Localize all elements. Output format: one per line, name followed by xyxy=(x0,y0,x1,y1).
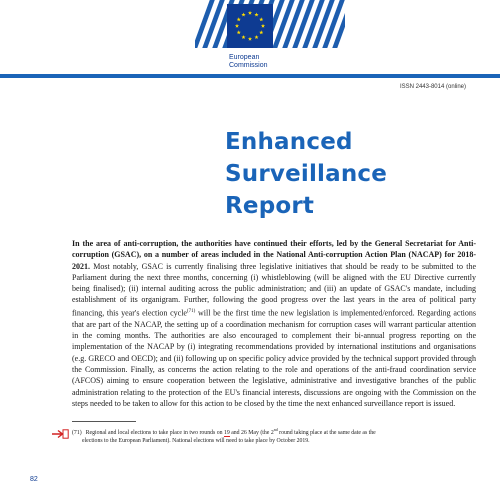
flag-star-icon xyxy=(241,13,245,17)
page-number: 82 xyxy=(30,476,38,483)
footnote-line-2: elections to the European Parliament). National elections will need to take place by October 2019. xyxy=(82,437,310,444)
flag-star-icon xyxy=(254,35,258,39)
flag-star-icon xyxy=(259,17,263,21)
footnote-text-a: Regional and local elections to take place in two rounds on xyxy=(85,429,224,436)
flag-star-icon xyxy=(235,24,239,28)
title-line-1: Enhanced xyxy=(225,129,353,155)
body-text-part-2: will be the first time the new legislation is implemented/enforced. Regarding actions that are part of the NACAP, the setting up of a coordination mechanism for corruption cases will warrant particular attention in the coming months. The authorities are also encouraged to complement their bi-annual progress reporting on the implementation of the NACAP by (i) integrating recommendations provided by international institutions and organisations (e.g. GRECO and OECD); and (ii) following up on specific policy advice provided by the technical support provided through the Commission. Finally, as concerns the action relating to the role and operations of the anti-fraud coordination service (AFCOS) aiming to ensure cooperation between the legislative, administrative and investigative branches of the public administration relating to the protection of the EU's financial interests, discussions are ongoing with the Commission on the steps needed to be taken to allow for this action to be closed by the time the next enhanced surveillance report is issued. xyxy=(72,308,476,408)
header-divider xyxy=(0,74,500,78)
red-arrow-icon xyxy=(51,429,69,439)
footnote-text-c: and 26 May (the 2 xyxy=(229,429,274,436)
title-line-2: Surveillance xyxy=(225,161,388,187)
footnote-highlight-19: 19 xyxy=(223,429,230,436)
body-text-part-1: Most notably, GSAC is currently finalising three legislative initiatives that should be ready to be submitted to the Parliament during the next three months, concerning (i) whistleblowing (will be aligned with the EU Directive currently being finalised); (ii) internal auditing across the public administration; and (iii) an update of GSAC's mandate, including establishment of its organigram. Further, following the good progress over the last years in the area of political party financing, this year's election cycle xyxy=(72,261,476,318)
footnote-text-d: round taking place at the same date as the xyxy=(277,429,376,436)
report-title xyxy=(225,126,387,222)
flag-star-icon xyxy=(254,13,258,17)
footnote-reference[interactable]: (71) xyxy=(186,308,196,314)
flag-star-icon xyxy=(241,35,245,39)
flag-star-icon xyxy=(259,30,263,34)
eu-flag-icon xyxy=(227,4,273,48)
flag-star-icon xyxy=(248,37,252,41)
body-paragraph xyxy=(72,238,476,409)
logo-line-commission: Commission xyxy=(229,62,268,69)
flag-star-icon xyxy=(237,17,241,21)
title-line-3: Report xyxy=(225,193,315,219)
footnote-divider xyxy=(72,421,136,422)
logo-line-european: European xyxy=(229,54,260,61)
flag-star-icon xyxy=(237,30,241,34)
lead-sentence: In the area of anti-corruption, the authorities have continued their efforts, led by the General Secretariat for Anti-corruption (GSAC), on a number of areas included in the National Anti-corruption Action Plan (NACAP) for 2018-2021. xyxy=(72,239,476,271)
footnote-number: (71) xyxy=(72,429,82,436)
footnote xyxy=(72,426,412,445)
flag-star-icon xyxy=(261,24,265,28)
issn-label: ISSN 2443-8014 (online) xyxy=(399,84,466,90)
footnote-sup: nd xyxy=(273,427,278,432)
flag-star-icon xyxy=(248,11,252,15)
header-band xyxy=(0,0,500,50)
commission-logo-text xyxy=(229,54,268,70)
